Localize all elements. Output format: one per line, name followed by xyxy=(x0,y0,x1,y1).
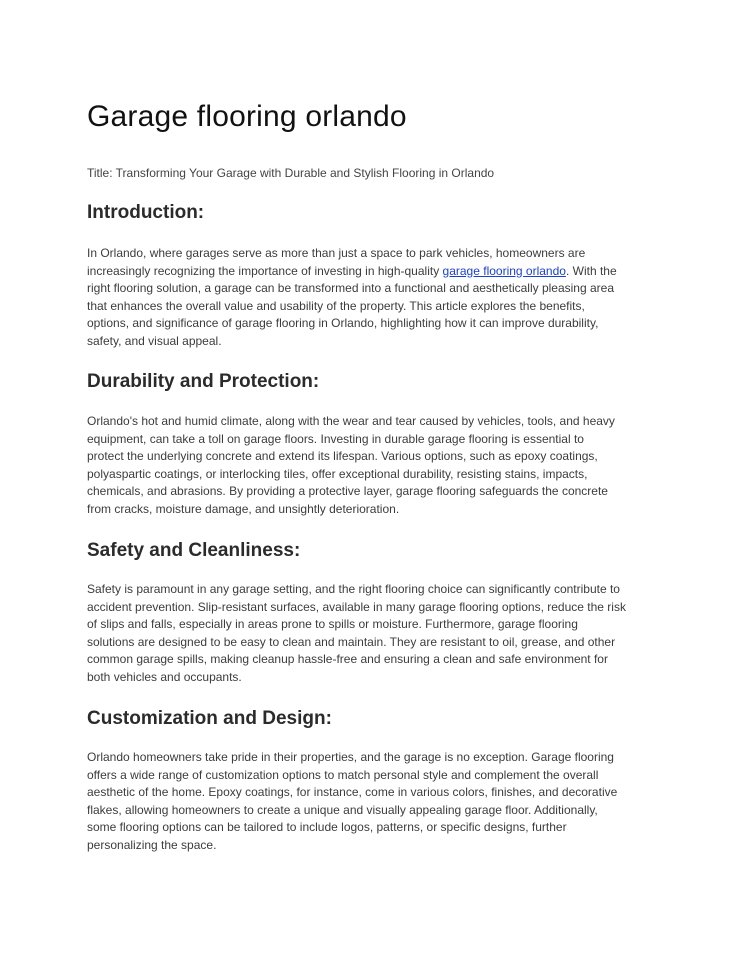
paragraph-line: right flooring solution, a garage can be transformed into a functional and aesthetically pleasing area xyxy=(87,281,614,296)
section-heading-introduction: Introduction: xyxy=(87,202,205,223)
paragraph-line: polyaspartic coatings, or interlocking tiles, offer exceptional durability, resisting stains, impacts, xyxy=(87,466,588,481)
paragraph-line: solutions are designed to be easy to clean and maintain. They are resistant to oil, grease, and other xyxy=(87,634,616,649)
paragraph-line: safety, and visual appeal. xyxy=(87,333,222,348)
paragraph-line: personalizing the space. xyxy=(87,837,217,852)
document-subtitle: Title: Transforming Your Garage with Durable and Stylish Flooring in Orlando xyxy=(87,166,495,180)
paragraph-line: Safety is paramount in any garage setting, and the right flooring choice can significantly contribute to xyxy=(87,582,620,596)
paragraph-line: Orlando's hot and humid climate, along with the wear and tear caused by vehicles, tools, and heavy xyxy=(87,414,615,428)
paragraph-line: In Orlando, where garages serve as more than just a space to park vehicles, homeowners are xyxy=(87,246,586,260)
section-heading-customization: Customization and Design: xyxy=(87,708,332,729)
paragraph-line: common garage spills, making cleanup hassle-free and ensuring a clean and safe environment for xyxy=(87,652,608,667)
paragraph-line xyxy=(87,263,647,281)
paragraph-line: both vehicles and occupants. xyxy=(87,669,242,684)
paragraph-line: some flooring options can be tailored to include logos, patterns, or specific designs, further xyxy=(87,820,567,835)
garage-flooring-orlando-link[interactable]: garage flooring orlando xyxy=(442,263,566,278)
paragraph-line: flakes, allowing homeowners to create a unique and visually appealing garage floor. Additionally, xyxy=(87,802,598,817)
paragraph-line: from cracks, moisture damage, and unsightly deterioration. xyxy=(87,501,400,516)
page-title: Garage flooring orlando xyxy=(87,100,407,133)
paragraph-line: protect the underlying concrete and extend its lifespan. Various options, such as epoxy coatings, xyxy=(87,449,598,464)
paragraph-line: aesthetic of the home. Epoxy coatings, for instance, come in various colors, finishes, and decorative xyxy=(87,785,618,800)
paragraph-line: Orlando homeowners take pride in their properties, and the garage is no exception. Garage flooring xyxy=(87,750,614,764)
paragraph-line: options, and significance of garage flooring in Orlando, highlighting how it can improve durability, xyxy=(87,316,599,331)
paragraph-line: equipment, can take a toll on garage floors. Investing in durable garage flooring is essential to xyxy=(87,431,584,446)
paragraph-line: chemicals, and abrasions. By providing a protective layer, garage flooring safeguards the concrete xyxy=(87,484,608,499)
paragraph-line: accident prevention. Slip-resistant surfaces, available in many garage flooring options, reduce the risk xyxy=(87,599,626,614)
section-heading-safety: Safety and Cleanliness: xyxy=(87,540,301,561)
section-paragraph-durability xyxy=(87,413,647,519)
paragraph-text: increasingly recognizing the importance of investing in high-quality xyxy=(87,263,443,278)
section-heading-durability: Durability and Protection: xyxy=(87,371,320,392)
paragraph-line: offers a wide range of customization options to match personal style and complement the overall xyxy=(87,767,599,782)
paragraph-line: that enhances the overall value and usability of the property. This article explores the benefits, xyxy=(87,298,585,313)
paragraph-line: of slips and falls, especially in areas prone to spills or moisture. Furthermore, garage flooring xyxy=(87,617,578,632)
paragraph-text: . With the xyxy=(565,263,617,278)
section-paragraph-customization xyxy=(87,749,647,855)
section-paragraph-introduction xyxy=(87,245,647,351)
section-paragraph-safety xyxy=(87,581,647,687)
